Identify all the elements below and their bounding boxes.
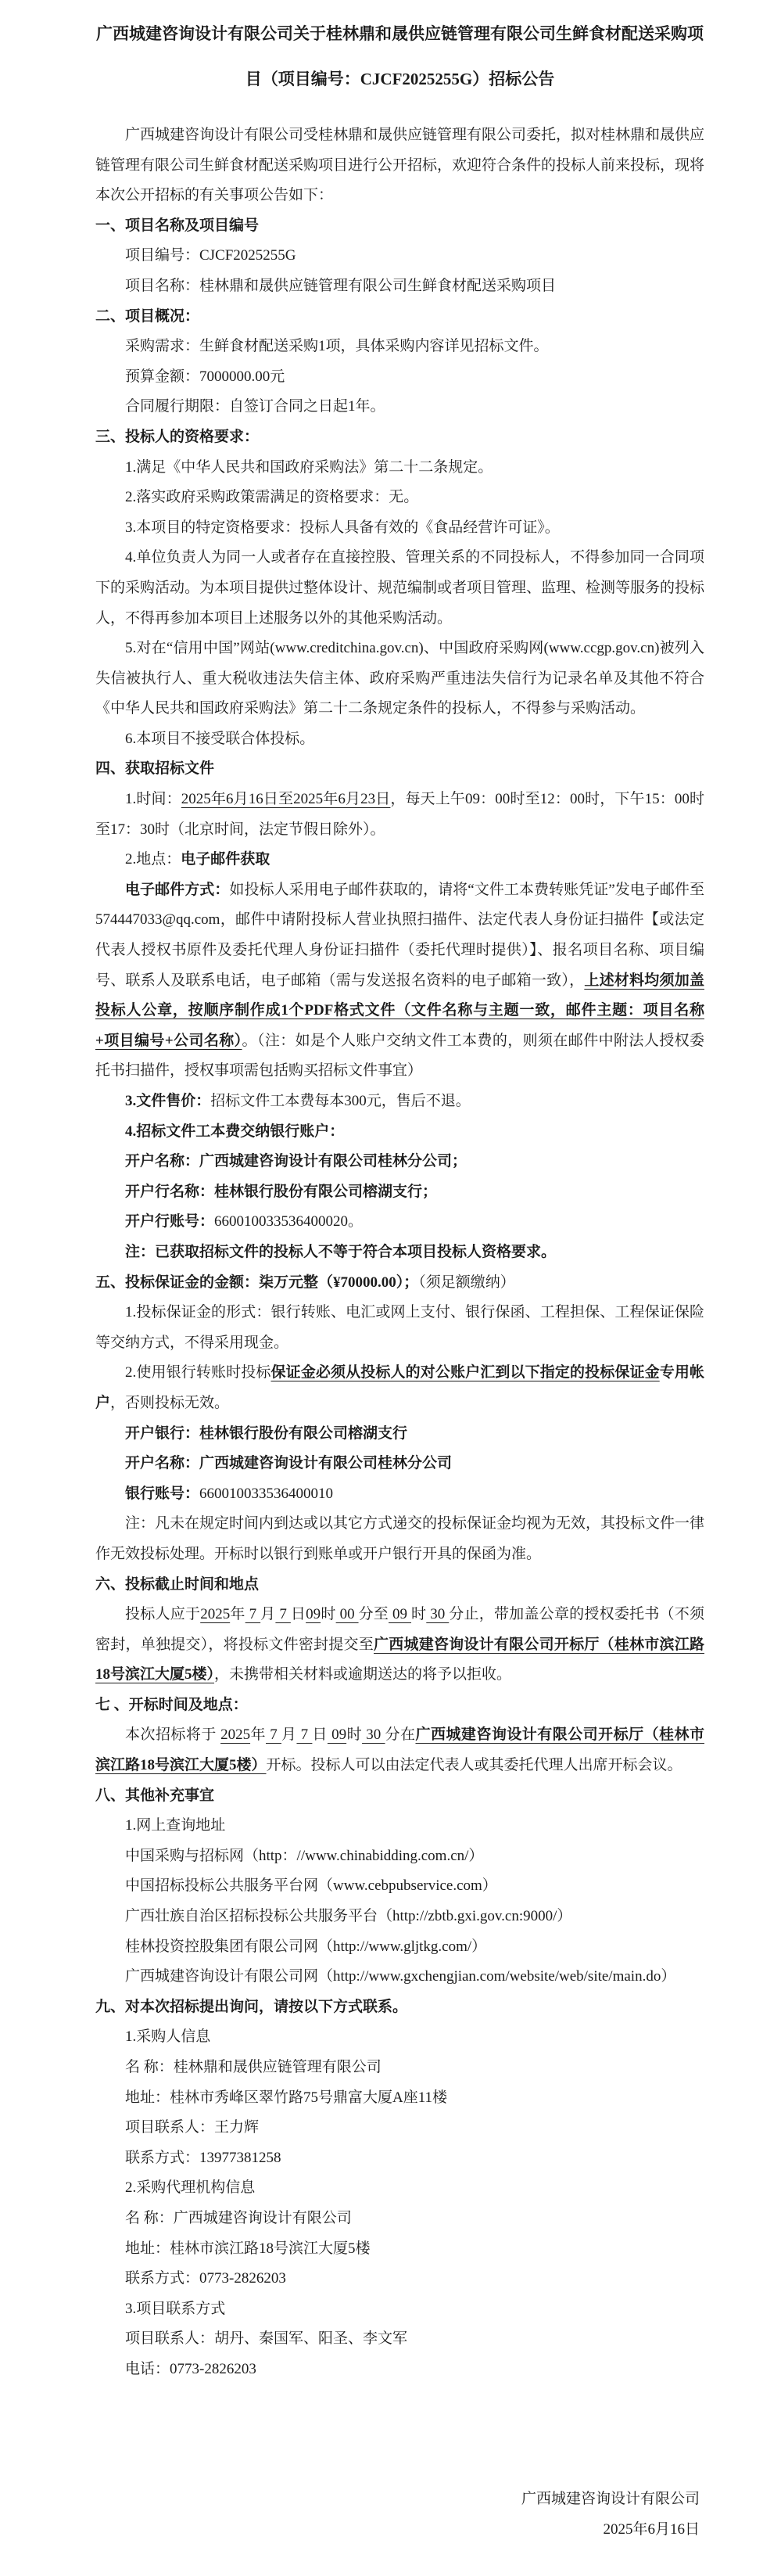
section-heading xyxy=(95,1690,704,1721)
paragraph xyxy=(95,1902,704,1932)
text-run: 月 xyxy=(281,1726,297,1744)
text-run: 保证金必须从投标人的对公账户汇到以下指定的投标保证金 xyxy=(270,1364,660,1381)
text-run: 三、投标人的资格要求： xyxy=(95,428,260,445)
text-run: ，每天上午09：00时至12：00时，下午15：00时至17：30时（北京时间，法定节假日除外）。 xyxy=(95,791,704,838)
text-run: 2025 xyxy=(220,1726,251,1744)
section-heading xyxy=(95,302,704,332)
paragraph xyxy=(95,1358,704,1418)
text-run: 如投标人采用电子邮件获取的，请将“文件工本费转账凭证”发电子邮件至574447033@qq.com，邮件中请附投标人营业执照扫描件、法定代表人身份证扫描件【或法定代表人授权书原件及委托代理人身份证扫描件（委托代理时提供）】、报名项目名称、项目编号、联系人及联系电话，电子邮箱（需与发送报名资料的电子邮箱一致）， xyxy=(95,881,704,989)
signature-block xyxy=(95,2484,704,2545)
document-title: 广西城建咨询设计有限公司关于桂林鼎和晟供应链管理有限公司生鲜食材配送采购项目（项目编号：CJCF2025255G）招标公告 xyxy=(96,24,704,88)
paragraph xyxy=(95,1207,704,1238)
paragraph xyxy=(95,1238,704,1268)
text-run: ，未携带相关材料或逾期送达的将予以拒收。 xyxy=(214,1666,512,1683)
text-run: 开户行账号： xyxy=(125,1213,215,1231)
text-run: 六、投标截止时间和地点 xyxy=(95,1575,260,1593)
section-heading xyxy=(95,1992,704,2023)
text-run: 30 xyxy=(362,1726,385,1744)
paragraph xyxy=(95,1962,704,1992)
text-run: 广西城建咨询设计有限公司受桂林鼎和晟供应链管理有限公司委托，拟对桂林鼎和晟供应链管理有限公司生鲜食材配送采购项目进行公开招标，欢迎符合条件的投标人前来投标，现将本次公开招标的有关事项公告如下： xyxy=(95,127,705,204)
text-run: 时 xyxy=(346,1726,363,1744)
text-run: 合同履行期限：自签订合同之日起1年。 xyxy=(125,398,385,415)
text-run: 09 xyxy=(306,1606,321,1623)
text-run: 分至 xyxy=(358,1606,389,1623)
text-run: 本次招标将于 xyxy=(125,1726,221,1744)
text-run: 项目联系人：王力辉 xyxy=(125,2119,260,2136)
paragraph xyxy=(95,120,704,211)
text-run: 二、项目概况： xyxy=(95,307,200,325)
signature-company: 广西城建咨询设计有限公司 xyxy=(521,2490,700,2507)
text-run: 一、项目名称及项目编号 xyxy=(95,217,260,234)
text-run: 开标。投标人可以由法定代表人或其委托代理人出席开标会议。 xyxy=(266,1757,682,1774)
text-run: 1.投标保证金的形式：银行转账、电汇或网上支付、银行保函、工程担保、工程保证保险等交纳方式，不得采用现金。 xyxy=(95,1304,704,1351)
paragraph xyxy=(95,845,704,875)
text-run: 时 xyxy=(321,1606,336,1623)
paragraph xyxy=(95,392,704,422)
text-run: 分止，带加盖公章的授权委托书（不须密封，单独提交），将投标文件密封提交至 xyxy=(95,1606,704,1653)
text-run: 年 xyxy=(250,1726,267,1744)
text-run: 1.满足《中华人民共和国政府采购法》第二十二条规定。 xyxy=(125,458,493,476)
text-run: 地址：桂林市秀峰区翠竹路75号鼎富大厦A座11楼 xyxy=(125,2089,448,2106)
text-run: 3.文件售价： xyxy=(125,1093,211,1109)
paragraph xyxy=(95,724,704,755)
paragraph xyxy=(95,634,704,724)
paragraph xyxy=(95,483,704,513)
text-run: 电子邮件获取 xyxy=(181,851,270,868)
text-run: 月 xyxy=(260,1606,276,1623)
paragraph xyxy=(95,1932,704,1963)
text-run: 3.本项目的特定资格要求：投标人具备有效的《食品经营许可证》。 xyxy=(125,519,560,536)
text-run: 7 xyxy=(275,1606,291,1623)
text-run: 。（注：如是个人账户交纳文件工本费的，则须在邮件中附法人授权委托书扫描件，授权事项需包括购买招标文件事宜） xyxy=(95,1032,704,1080)
text-run: 2025 xyxy=(200,1606,231,1623)
text-run: 开户银行：桂林银行股份有限公司榕湖支行 xyxy=(125,1425,408,1442)
paragraph xyxy=(95,1117,704,1148)
paragraph xyxy=(95,1177,704,1208)
paragraph xyxy=(95,1449,704,1479)
paragraph xyxy=(95,2083,704,2114)
paragraph xyxy=(95,1419,704,1450)
document-body xyxy=(95,120,704,2385)
text-run: 4.招标文件工本费交纳银行账户： xyxy=(125,1123,345,1140)
text-run: 广西城建咨询设计有限公司开标厅（桂林市滨江路18号滨江大厦5楼） xyxy=(95,1636,704,1683)
section-heading xyxy=(95,754,704,785)
paragraph xyxy=(95,785,704,845)
text-run: 五、投标保证金的金额：柒万元整（¥70000.00）； xyxy=(95,1274,419,1291)
text-run: 专用帐户 xyxy=(95,1364,704,1411)
paragraph xyxy=(95,2173,704,2204)
text-run: 采购需求：生鲜食材配送采购1项，具体采购内容详见招标文件。 xyxy=(125,338,549,355)
text-run: 6.本项目不接受联合体投标。 xyxy=(125,730,315,747)
paragraph xyxy=(95,2204,704,2234)
signature-date: 2025年6月16日 xyxy=(603,2520,700,2538)
paragraph xyxy=(95,875,704,1087)
paragraph xyxy=(95,1087,704,1117)
text-run: 660010033536400010 xyxy=(199,1485,334,1502)
text-run: 2.落实政府采购政策需满足的资格要求：无。 xyxy=(125,489,419,506)
paragraph xyxy=(95,1600,704,1690)
text-run: 3.项目联系方式 xyxy=(125,2300,226,2317)
paragraph xyxy=(95,2113,704,2143)
text-run: ，否则投标无效。 xyxy=(110,1394,230,1411)
text-run: 中国招标投标公共服务平台网（www.cebpubservice.com） xyxy=(125,1877,497,1895)
text-run: 联系方式：13977381258 xyxy=(125,2149,281,2166)
paragraph xyxy=(95,1479,704,1510)
paragraph xyxy=(95,1147,704,1177)
paragraph xyxy=(95,1509,704,1569)
paragraph xyxy=(95,2022,704,2053)
paragraph xyxy=(95,2143,704,2174)
text-run: 广西城建咨询设计有限公司网（http://www.gxchengjian.com/website/web/site/main.do） xyxy=(125,1968,676,1985)
text-run: 2.使用银行转账时投标 xyxy=(125,1364,271,1381)
paragraph xyxy=(95,271,704,302)
paragraph xyxy=(95,1811,704,1841)
text-run: 八、其他补充事宜 xyxy=(95,1787,215,1804)
text-run: 时 xyxy=(411,1606,427,1623)
text-run: 1.网上查询地址 xyxy=(125,1817,226,1834)
paragraph xyxy=(95,1298,704,1358)
text-run: 四、获取招标文件 xyxy=(95,760,215,778)
text-run: 分在 xyxy=(385,1726,416,1744)
text-run: 7 xyxy=(296,1726,313,1744)
text-run: 银行账号： xyxy=(125,1485,200,1502)
section-heading xyxy=(95,211,704,242)
text-run: 电子邮件方式： xyxy=(125,881,230,898)
text-run: 项目名称：桂林鼎和晟供应链管理有限公司生鲜食材配送采购项目 xyxy=(125,277,557,294)
text-run: 广西壮族自治区招标投标公共服务平台（http://zbtb.gxi.gov.cn:9000/） xyxy=(125,1908,572,1925)
text-run: 日 xyxy=(312,1726,328,1744)
text-run: 开户行名称：桂林银行股份有限公司榕湖支行； xyxy=(125,1183,438,1200)
text-run: 开户名称：广西城建咨询设计有限公司桂林分公司 xyxy=(125,1455,453,1472)
text-run: 2025年6月16日至2025年6月23日 xyxy=(181,791,391,808)
text-run: 日 xyxy=(290,1606,306,1623)
paragraph xyxy=(95,543,704,634)
paragraph xyxy=(95,2264,704,2294)
text-run: 招标文件工本费每本300元，售后不退。 xyxy=(210,1093,471,1109)
paragraph xyxy=(95,241,704,271)
text-run: 开户名称：广西城建咨询设计有限公司桂林分公司； xyxy=(125,1153,468,1170)
text-run: 地址：桂林市滨江路18号滨江大厦5楼 xyxy=(125,2240,371,2257)
text-run: 名 称：桂林鼎和晟供应链管理有限公司 xyxy=(125,2059,382,2075)
text-run: 电话：0773-2826203 xyxy=(125,2360,256,2377)
text-run: 中国采购与招标网（http：//www.chinabidding.com.cn/） xyxy=(125,1847,484,1864)
text-run: （须足额缴纳） xyxy=(418,1274,515,1291)
text-run: 注：已获取招标文件的投标人不等于符合本项目投标人资格要求。 xyxy=(125,1243,557,1260)
paragraph xyxy=(95,453,704,483)
text-run: 1.时间： xyxy=(125,791,181,808)
text-run: 1.采购人信息 xyxy=(125,2028,211,2046)
text-run: 广西城建咨询设计有限公司开标厅（桂林市滨江路18号滨江大厦5楼） xyxy=(95,1726,704,1774)
paragraph xyxy=(95,1841,704,1872)
text-run: 660010033536400020。 xyxy=(214,1213,364,1231)
section-heading xyxy=(95,1781,704,1812)
paragraph xyxy=(95,1871,704,1902)
text-run: 7 xyxy=(266,1726,281,1744)
text-run: 预算金额：7000000.00元 xyxy=(125,368,285,385)
text-run: 2.采购代理机构信息 xyxy=(125,2179,256,2197)
section-heading xyxy=(95,1268,704,1299)
paragraph xyxy=(95,2294,704,2325)
text-run: 桂林投资控股集团有限公司网（http://www.gljtkg.com/） xyxy=(125,1938,487,1955)
paragraph xyxy=(95,2355,704,2385)
text-run: 项目编号：CJCF2025255G xyxy=(125,247,296,264)
text-run: 4.单位负责人为同一人或者存在直接控股、管理关系的不同投标人，不得参加同一合同项下的采购活动。为本项目提供过整体设计、规范编制或者项目管理、监理、检测等服务的投标人，不得再参加本项目上述服务以外的其他采购活动。 xyxy=(95,549,705,627)
text-run: 联系方式：0773-2826203 xyxy=(125,2270,286,2287)
paragraph xyxy=(95,2324,704,2355)
paragraph xyxy=(95,362,704,393)
paragraph xyxy=(95,2234,704,2265)
paragraph xyxy=(95,2053,704,2083)
text-run: 上述材料均须加盖投标人公章，按顺序制作成1个PDF格式文件（文件名称与主题一致，邮件主题：项目名称+项目编号+公司名称） xyxy=(95,972,704,1049)
text-run: 09 xyxy=(327,1726,347,1744)
text-run: 7 xyxy=(245,1606,261,1623)
paragraph xyxy=(95,1720,704,1780)
text-run: 九、对本次招标提出询问，请按以下方式联系。 xyxy=(95,1998,408,2015)
text-run: 七 、开标时间及地点： xyxy=(95,1696,248,1713)
text-run: 30 xyxy=(426,1606,450,1623)
paragraph xyxy=(95,513,704,544)
text-run: 名 称：广西城建咨询设计有限公司 xyxy=(125,2209,352,2226)
text-run: 00 xyxy=(335,1606,359,1623)
section-heading xyxy=(95,422,704,453)
text-run: 2.地点： xyxy=(125,851,181,868)
text-run: 年 xyxy=(230,1606,245,1623)
text-run: 项目联系人：胡丹、秦国军、阳圣、李文军 xyxy=(125,2330,408,2348)
section-heading xyxy=(95,1570,704,1601)
text-run: 投标人应于 xyxy=(125,1606,201,1623)
text-run: 09 xyxy=(389,1606,412,1623)
paragraph xyxy=(95,332,704,362)
text-run: 注：凡未在规定时间内到达或以其它方式递交的投标保证金均视为无效，其投标文件一律作无效投标处理。开标时以银行到账单或开户银行开具的保函为准。 xyxy=(95,1515,705,1562)
text-run: 5.对在“信用中国”网站(www.creditchina.gov.cn)、中国政府采购网(www.ccgp.gov.cn)被列入失信被执行人、重大税收违法失信主体、政府采购严重违法失信行为记录名单及其他不符合《中华人民共和国政府采购法》第二十二条规定条件的投标人，不得参与采购活动。 xyxy=(95,640,704,717)
